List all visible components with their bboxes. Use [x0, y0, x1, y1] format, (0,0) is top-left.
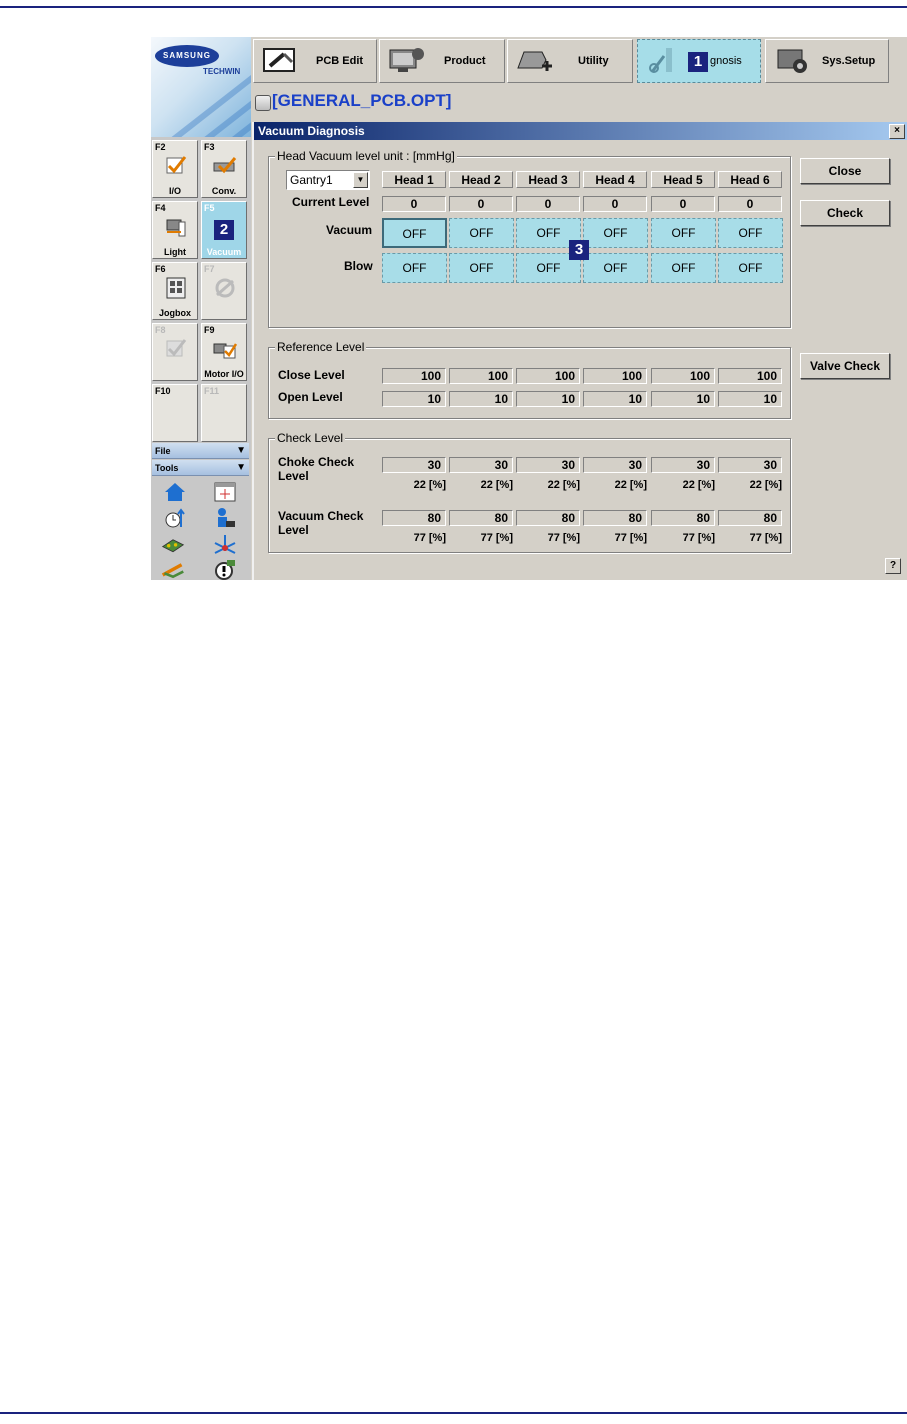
axis-icon[interactable] — [213, 533, 237, 555]
disabled-check-icon — [164, 338, 188, 360]
fkey-f7[interactable] — [201, 262, 247, 320]
close-button[interactable]: Close — [800, 158, 890, 184]
vacuum-toggle-head-6[interactable]: OFF — [718, 218, 783, 248]
toolbar-label: Utility — [578, 55, 609, 67]
open-level-value[interactable]: 10 — [382, 391, 446, 407]
group-title: Reference Level — [277, 340, 365, 354]
chevron-down-icon: ▼ — [236, 462, 246, 473]
vacuum-check-value[interactable]: 80 — [516, 510, 580, 526]
vacuum-check-value[interactable]: 80 — [718, 510, 782, 526]
vacuum-diagnosis-dialog — [252, 122, 907, 580]
fkey-number: F6 — [155, 264, 166, 274]
current-level-value: 0 — [516, 196, 580, 212]
close-level-value[interactable]: 100 — [718, 368, 782, 384]
vacuum-check-percent: 77 [%] — [749, 532, 782, 544]
vacuum-label: Vacuum — [326, 223, 373, 237]
file-menu-label: File — [155, 446, 171, 456]
callout-3: 3 — [569, 240, 589, 260]
toolbar-label: PCB Edit — [316, 55, 364, 67]
vacuum-toggle-head-2[interactable]: OFF — [449, 218, 514, 248]
clock-arrow-icon[interactable] — [163, 507, 187, 529]
vacuum-toggle-head-4[interactable]: OFF — [583, 218, 648, 248]
close-level-value[interactable]: 100 — [516, 368, 580, 384]
head-4-header: Head 4 — [583, 171, 647, 188]
gantry-value: Gantry1 — [290, 173, 333, 187]
blow-toggle-head-3[interactable]: OFF — [516, 253, 581, 283]
fkey-number: F9 — [204, 325, 215, 335]
valve-check-button[interactable]: Valve Check — [800, 353, 890, 379]
choke-check-percent: 22 [%] — [614, 479, 647, 491]
vacuum-check-percent: 77 [%] — [547, 532, 580, 544]
dialog-title: Vacuum Diagnosis — [258, 124, 365, 138]
blow-toggle-head-2[interactable]: OFF — [449, 253, 514, 283]
fkey-number: F8 — [155, 325, 166, 335]
open-level-label: Open Level — [278, 390, 343, 404]
file-title: [GENERAL_PCB.OPT] — [272, 91, 452, 110]
open-level-value[interactable]: 10 — [449, 391, 513, 407]
file-status-icon — [255, 95, 271, 111]
head-2-header: Head 2 — [449, 171, 513, 188]
toolbar-label: gnosis — [710, 55, 742, 67]
vacuum-check-value[interactable]: 80 — [382, 510, 446, 526]
choke-check-value[interactable]: 30 — [449, 457, 513, 473]
fkey-label: Motor I/O — [204, 369, 244, 379]
fkey-number: F5 — [204, 203, 215, 213]
blow-toggle-head-6[interactable]: OFF — [718, 253, 783, 283]
fkey-number: F11 — [204, 386, 220, 396]
toolbar-diagnosis[interactable] — [637, 39, 761, 83]
fkey-label: Light — [164, 247, 186, 257]
operator-icon[interactable] — [213, 507, 237, 529]
chevron-down-icon: ▼ — [236, 445, 246, 456]
vacuum-toggle-head-1[interactable]: OFF — [382, 218, 447, 248]
vacuum-check-percent: 77 [%] — [614, 532, 647, 544]
file-bar — [251, 87, 907, 115]
current-level-value: 0 — [651, 196, 715, 212]
open-level-value[interactable]: 10 — [516, 391, 580, 407]
choke-check-value[interactable]: 30 — [583, 457, 647, 473]
fkey-number: F7 — [204, 264, 215, 274]
left-panel — [151, 37, 251, 580]
blow-toggle-head-1[interactable]: OFF — [382, 253, 447, 283]
fkey-f2-io[interactable] — [152, 140, 198, 198]
vacuum-toggle-head-3[interactable]: OFF — [516, 218, 581, 248]
help-icon[interactable]: ? — [885, 558, 901, 574]
fkey-f5-vacuum[interactable] — [201, 201, 247, 259]
samsung-techwin-logo — [151, 37, 251, 137]
blow-toggle-head-4[interactable]: OFF — [583, 253, 648, 283]
fkey-label: Vacuum — [206, 247, 242, 257]
vacuum-check-label-level: Level — [278, 523, 309, 537]
fkey-f8[interactable] — [152, 323, 198, 381]
vacuum-check-value[interactable]: 80 — [449, 510, 513, 526]
toolbar-utility[interactable] — [507, 39, 633, 83]
conveyor-check-icon — [213, 155, 237, 177]
head-3-header: Head 3 — [516, 171, 580, 188]
group-title: Check Level — [277, 431, 344, 445]
blow-toggle-head-5[interactable]: OFF — [651, 253, 716, 283]
fkey-label: Conv. — [211, 186, 237, 196]
choke-check-percent: 22 [%] — [547, 479, 580, 491]
tools-menu[interactable] — [152, 460, 249, 476]
vacuum-check-percent: 77 [%] — [413, 532, 446, 544]
check-button[interactable]: Check — [800, 200, 890, 226]
motor-check-icon — [213, 338, 237, 360]
choke-check-value[interactable]: 30 — [651, 457, 715, 473]
current-level-value: 0 — [449, 196, 513, 212]
group-title: Head Vacuum level unit : [mmHg] — [277, 149, 455, 163]
window-icon[interactable] — [213, 481, 237, 503]
vacuum-check-label: Vacuum Check — [278, 509, 364, 523]
choke-check-percent: 22 [%] — [480, 479, 513, 491]
wrench-board-icon[interactable] — [161, 558, 185, 580]
chevron-down-icon: ▼ — [353, 172, 368, 188]
fkey-label: I/O — [168, 186, 181, 196]
vacuum-check-percent: 77 [%] — [480, 532, 513, 544]
close-icon[interactable]: × — [889, 124, 905, 139]
head-5-header: Head 5 — [651, 171, 715, 188]
vacuum-toggle-head-5[interactable]: OFF — [651, 218, 716, 248]
close-level-value[interactable]: 100 — [382, 368, 446, 384]
fkey-f10[interactable] — [152, 384, 198, 442]
choke-check-value[interactable]: 30 — [516, 457, 580, 473]
toolbar-label: Sys.Setup — [822, 55, 876, 67]
sys-setup-icon — [774, 46, 812, 76]
gantry-select[interactable] — [286, 170, 370, 190]
alert-icon[interactable] — [213, 558, 237, 580]
current-level-value: 0 — [718, 196, 782, 212]
fkey-number: F2 — [155, 142, 166, 152]
fkey-f9-motor-io[interactable] — [201, 323, 247, 381]
vacuum-check-percent: 77 [%] — [682, 532, 715, 544]
fkey-f11[interactable] — [201, 384, 247, 442]
vacuum-check-value[interactable]: 80 — [583, 510, 647, 526]
jogbox-icon — [164, 277, 188, 299]
choke-check-label: Choke Check — [278, 455, 355, 469]
dialog-title-bar — [254, 122, 907, 140]
toolbar-sys-setup[interactable] — [765, 39, 889, 83]
pcb-board-icon[interactable] — [161, 533, 185, 555]
current-level-label: Current Level — [292, 195, 370, 209]
top-rule — [0, 6, 907, 8]
logo-sub: TECHWIN — [203, 67, 241, 76]
blow-label: Blow — [344, 259, 373, 273]
choke-check-percent: 22 [%] — [682, 479, 715, 491]
fkey-f4-light[interactable] — [152, 201, 198, 259]
utility-icon — [516, 46, 554, 76]
bottom-rule — [0, 1412, 907, 1414]
toolbar-label: Product — [444, 55, 486, 67]
fkey-f6-jogbox[interactable] — [152, 262, 198, 320]
io-check-icon — [164, 155, 188, 177]
callout-1: 1 — [688, 52, 708, 72]
fkey-number: F4 — [155, 203, 166, 213]
close-level-value[interactable]: 100 — [449, 368, 513, 384]
main-toolbar — [251, 37, 907, 85]
tools-menu-label: Tools — [155, 463, 179, 473]
fkey-label: Jogbox — [158, 308, 191, 318]
choke-check-percent: 22 [%] — [413, 479, 446, 491]
file-menu[interactable] — [152, 443, 249, 459]
choke-check-value[interactable]: 30 — [382, 457, 446, 473]
callout-2: 2 — [214, 220, 234, 240]
choke-check-value[interactable]: 30 — [718, 457, 782, 473]
vacuum-check-value[interactable]: 80 — [651, 510, 715, 526]
diagnosis-icon — [646, 46, 684, 76]
toolbar-product[interactable] — [379, 39, 505, 83]
current-level-value: 0 — [583, 196, 647, 212]
light-icon — [164, 216, 188, 238]
head-1-header: Head 1 — [382, 171, 446, 188]
close-level-value[interactable]: 100 — [583, 368, 647, 384]
disabled-tool-icon — [213, 277, 237, 299]
home-icon[interactable] — [163, 481, 187, 503]
pcb-edit-icon — [262, 46, 300, 76]
close-level-label: Close Level — [278, 368, 345, 382]
open-level-value[interactable]: 10 — [718, 391, 782, 407]
fkey-f3-conv[interactable] — [201, 140, 247, 198]
choke-check-label-level: Level — [278, 469, 309, 483]
head-6-header: Head 6 — [718, 171, 782, 188]
open-level-value[interactable]: 10 — [651, 391, 715, 407]
close-level-value[interactable]: 100 — [651, 368, 715, 384]
toolbar-pcb-edit[interactable] — [253, 39, 377, 83]
fkey-number: F10 — [155, 386, 171, 396]
choke-check-percent: 22 [%] — [749, 479, 782, 491]
fkey-number: F3 — [204, 142, 215, 152]
current-level-value: 0 — [382, 196, 446, 212]
open-level-value[interactable]: 10 — [583, 391, 647, 407]
product-icon — [388, 46, 426, 76]
logo-brand: SAMSUNG — [155, 45, 219, 67]
